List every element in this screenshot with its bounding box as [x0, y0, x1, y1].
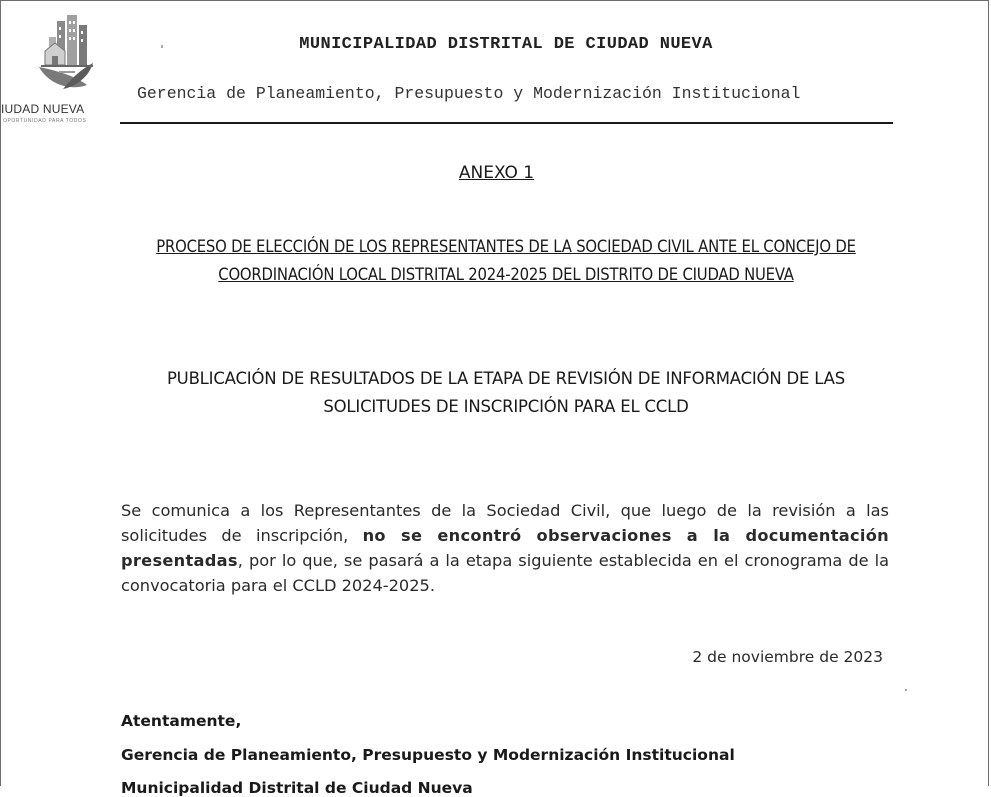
body-text-emphasis: no se encontró observaciones a la documentación presentadas — [121, 526, 889, 570]
signature-closing: Atentamente, — [121, 712, 242, 730]
body-text-part3: , por lo que, se pasará a la etapa siguiente establecida en el cronograma de la convocatoria para el CCLD 2024-2025. — [121, 551, 889, 595]
municipality-title: MUNICIPALIDAD DISTRITAL DE CIUDAD NUEVA — [299, 35, 713, 54]
process-title: PROCESO DE ELECCIÓN DE LOS REPRESENTANTES DE LA SOCIEDAD CIVIL ANTE EL CONCEJO DE COORDINACIÓN LOCAL DISTRITAL 2024-2025 DEL DISTRITO DE CIUDAD NUEVA — [156, 237, 856, 284]
header-divider — [120, 122, 893, 124]
document-date: 2 de noviembre de 2023 — [692, 648, 883, 666]
signature-office: Gerencia de Planeamiento, Presupuesto y Modernización Institucional — [121, 746, 735, 764]
department-subtitle: Gerencia de Planeamiento, Presupuesto y Modernización Institucional — [137, 84, 801, 103]
publication-title: PUBLICACIÓN DE RESULTADOS DE LA ETAPA DE REVISIÓN DE INFORMACIÓN DE LAS SOLICITUDES DE INSCRIPCIÓN PARA EL CCLD — [166, 369, 846, 416]
body-text-part1: Se comunica a los Representantes de la Sociedad Civil, que luego de la revisión a las solicitudes de inscripción, — [121, 501, 889, 545]
signature-entity: Municipalidad Distrital de Ciudad Nueva — [121, 779, 473, 797]
logo-caption: IUDAD NUEVA — [1, 102, 85, 116]
body-paragraph — [121, 498, 889, 598]
municipality-logo-icon — [1, 11, 127, 123]
annex-heading: ANEXO 1 — [458, 163, 535, 183]
logo-tagline: OPORTUNIDAD PARA TODOS — [3, 118, 87, 124]
scan-speck — [905, 689, 907, 691]
